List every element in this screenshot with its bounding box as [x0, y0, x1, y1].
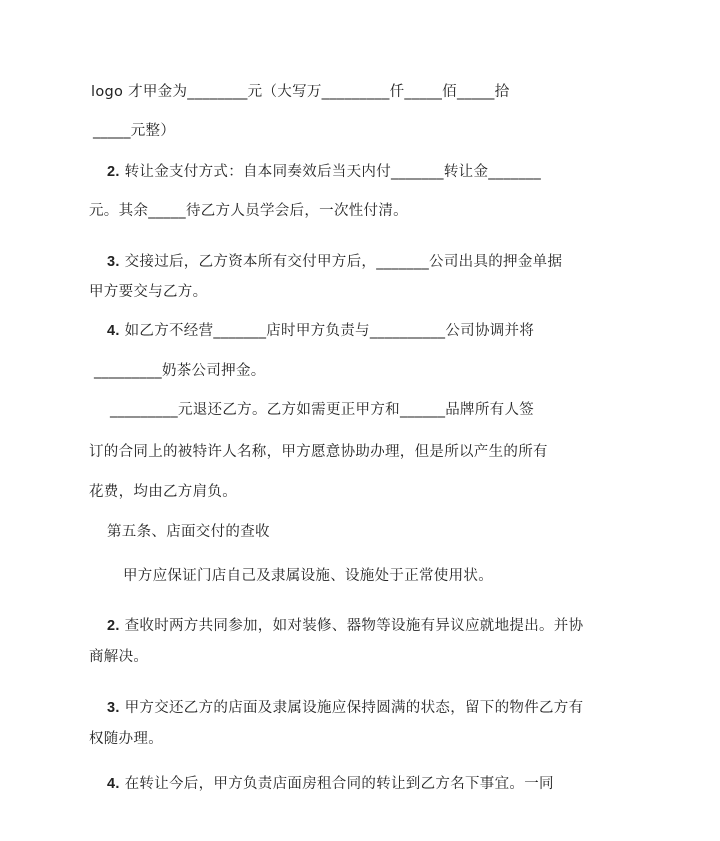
list-item — [107, 774, 554, 794]
text-line — [91, 82, 510, 102]
item-number: 4. — [107, 776, 120, 792]
text-line — [89, 282, 207, 302]
text-line — [89, 647, 148, 667]
text-line — [89, 442, 548, 462]
line-text: 甲方交还乙方的店面及隶属设施应保持圆满的状态，留下的物件乙方有 — [119, 700, 584, 716]
list-item — [107, 321, 534, 341]
line-text: _________元退还乙方。乙方如需更正甲方和______品牌所有人签 — [110, 402, 535, 418]
list-item — [107, 162, 541, 182]
line-text: 查收时两方共同参加，如对装修、器物等设施有异议应就地提出。并协 — [119, 618, 584, 634]
line-text: 交接过后，乙方资本所有交付甲方后，_______公司出具的押金单据 — [119, 254, 563, 270]
line-text: 花费，均由乙方肩负。 — [89, 484, 237, 500]
line-text: 在转让今后，甲方负责店面房租合同的转让到乙方名下事宜。一同 — [119, 776, 554, 792]
text-line — [89, 201, 408, 221]
item-number: 4. — [107, 323, 120, 339]
text-line — [93, 121, 175, 141]
text-line — [94, 361, 266, 381]
line-text: 权随办理。 — [89, 731, 163, 747]
list-item — [107, 252, 562, 272]
item-number: 3. — [107, 700, 120, 716]
line-text: 甲方应保证门店自己及隶属设施、设施处于正常使用状。 — [123, 568, 493, 584]
line-text: 转让金支付方式：自本同奏效后当天内付_______转让金_______ — [119, 164, 542, 180]
item-number: 2. — [107, 164, 120, 180]
text-line — [89, 482, 237, 502]
line-text: 第五条、店面交付的查收 — [107, 524, 270, 540]
text-line — [123, 566, 493, 586]
line-text: 订的合同上的被特许人名称，甲方愿意协助办理，但是所以产生的所有 — [89, 444, 548, 460]
line-text: _____元整） — [93, 123, 176, 139]
text-line — [110, 400, 534, 420]
item-number: 2. — [107, 618, 120, 634]
section-heading — [107, 522, 270, 542]
line-text: logo 才甲金为________元（大写万_________仟_____佰_____拾 — [91, 84, 510, 100]
line-text: 商解决。 — [89, 649, 149, 665]
line-text: _________奶茶公司押金。 — [94, 363, 266, 379]
list-item — [107, 698, 583, 718]
text-line — [89, 729, 163, 749]
line-text: 元。其余_____待乙方人员学会后，一次性付清。 — [89, 203, 408, 219]
item-number: 3. — [107, 254, 120, 270]
list-item — [107, 616, 583, 636]
line-text: 甲方要交与乙方。 — [89, 284, 208, 300]
line-text: 如乙方不经营_______店时甲方负责与__________公司协调并将 — [119, 323, 535, 339]
